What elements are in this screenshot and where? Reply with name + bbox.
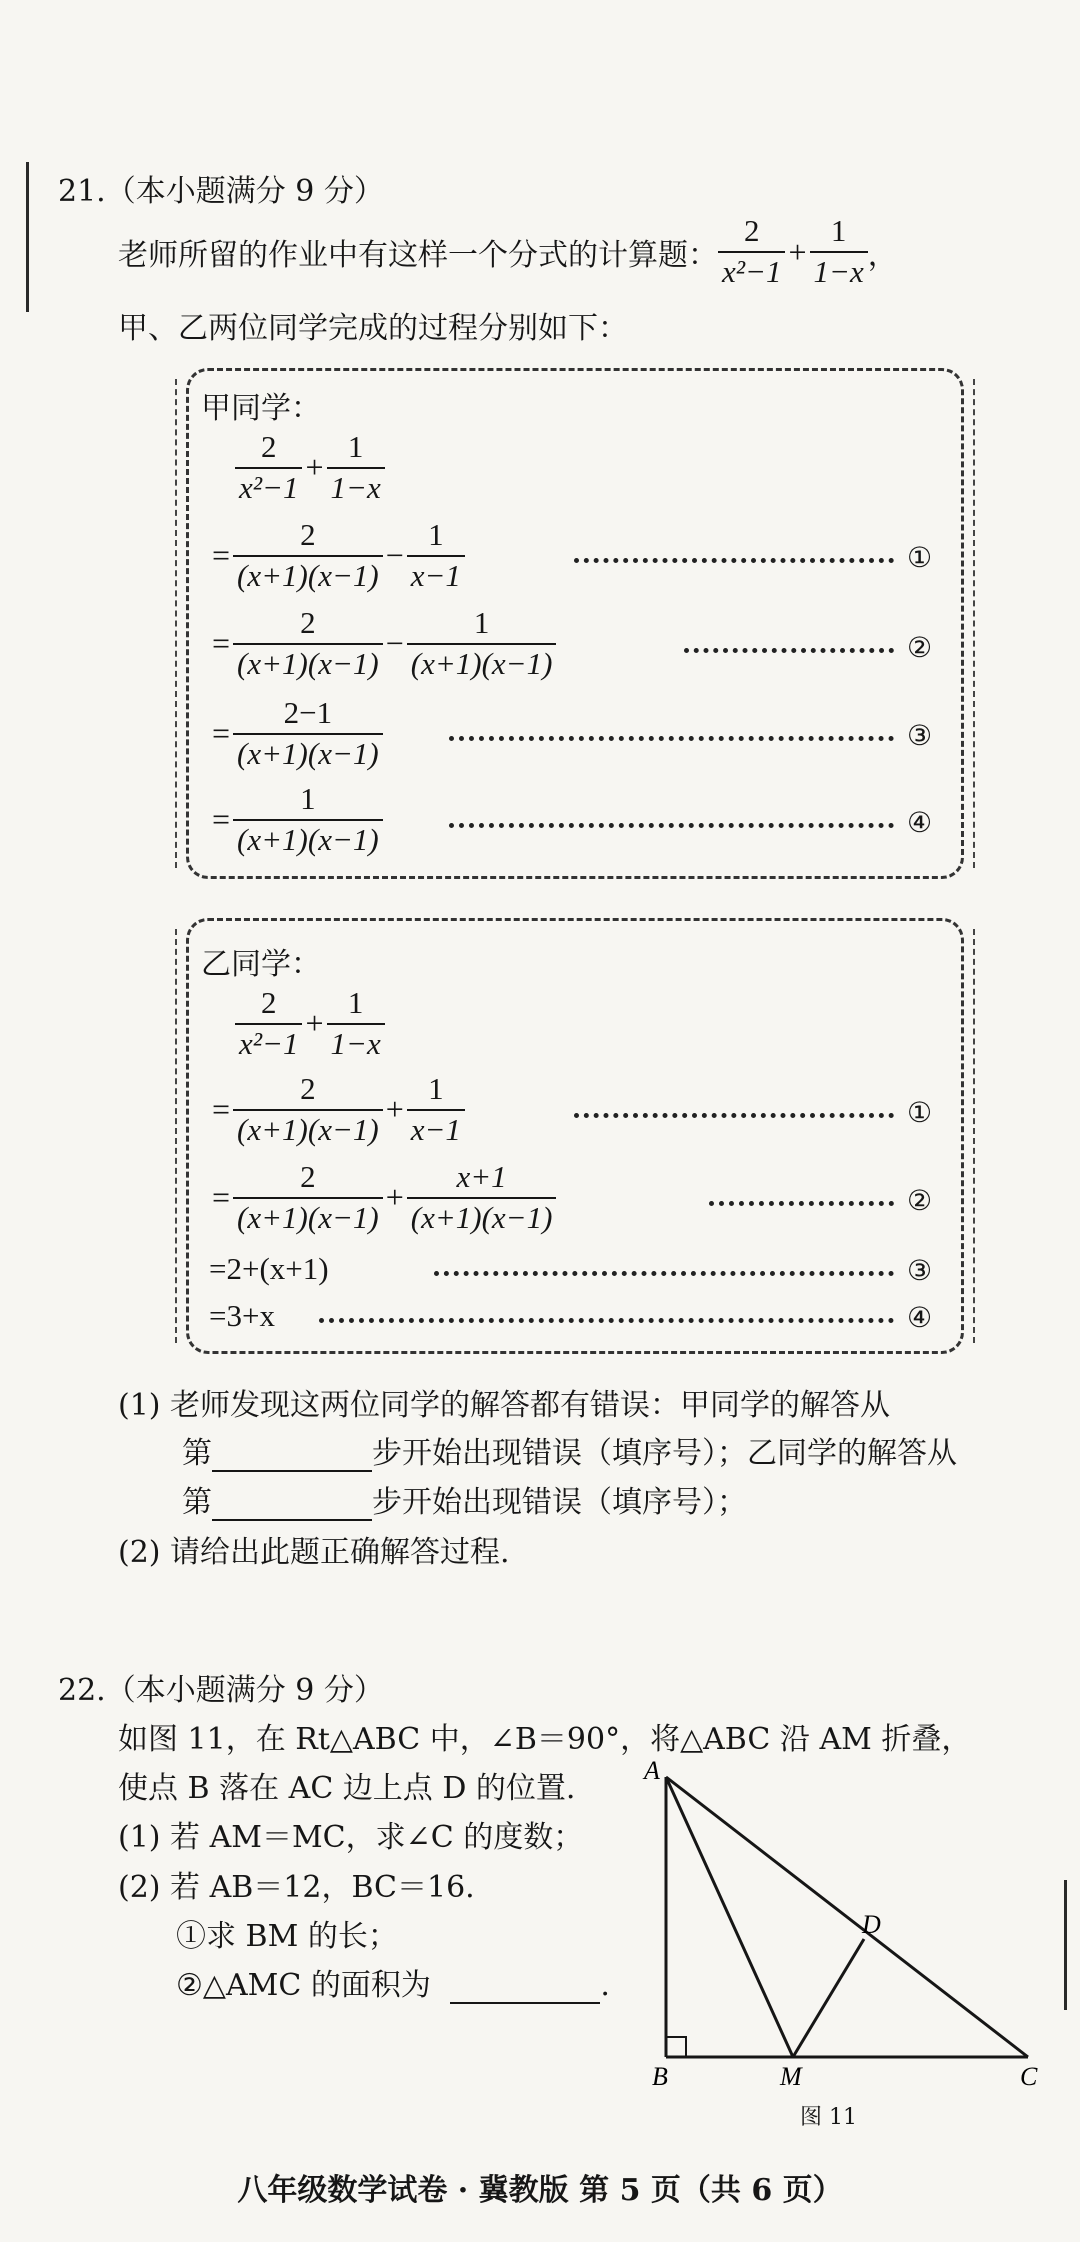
jia-solution-box [186, 368, 964, 879]
label-C: C [1020, 2062, 1038, 2091]
q21-header: 21.（本小题满分 9 分） [58, 174, 384, 209]
left-margin-line [26, 162, 29, 312]
jia-mark-4: ④ [907, 806, 933, 839]
answer-blank-jia[interactable] [212, 1434, 372, 1472]
yi-mark-4: ④ [907, 1301, 933, 1334]
yi-step3: =2+(x+1) [209, 1251, 329, 1286]
yi-mark-2: ② [907, 1184, 933, 1217]
answer-blank-yi[interactable] [212, 1483, 372, 1521]
jia-dots-1 [574, 558, 894, 563]
yi-mark-1: ① [907, 1096, 933, 1129]
label-D: D [862, 1910, 881, 1939]
q21-intro-line1: 老师所留的作业中有这样一个分式的计算题： $\frac{2}{\text{x²−1}}$ + $\frac{1}{1-x}$ ， [118, 213, 898, 289]
jia-step0: $\frac{2}{\text{x²−1}}$ + $\frac{1}{1-x}$ [235, 431, 385, 504]
jia-step3: = $\frac{2-1}{(x+1)(x-1)}$ [209, 697, 383, 770]
jia-step1: = $\frac{2}{(x+1)(x-1)}$ − $\frac{1}{x-1}$ [209, 519, 465, 592]
jia-dots-4 [449, 823, 894, 828]
jia-step4: = $\frac{1}{(x+1)(x-1)}$ [209, 783, 383, 856]
triangle-diagram [640, 1756, 1060, 2091]
yi-dots-4 [319, 1318, 894, 1323]
yi-mark-3: ③ [907, 1254, 933, 1287]
yi-dots-1 [574, 1113, 894, 1118]
q21-part1-line1: (1) 老师发现这两位同学的解答都有错误：甲同学的解答从 [118, 1388, 891, 1423]
q22-line4: (2) 若 AB＝12，BC＝16. [118, 1870, 475, 1905]
right-margin-line [1064, 1880, 1067, 2010]
q21-expression: $\frac{2}{\text{x²−1}}$ + $\frac{1}{1-x}$ [718, 215, 868, 288]
jia-mark-1: ① [907, 541, 933, 574]
q22-line3: (1) 若 AM＝MC，求∠C 的度数； [118, 1820, 584, 1855]
page-footer: 八年级数学试卷 · 冀教版 第 5 页（共 6 页） [237, 2173, 843, 2208]
yi-step4: =3+x [209, 1298, 275, 1333]
q21-intro-line2: 甲、乙两位同学完成的过程分别如下： [118, 311, 628, 346]
label-M: M [780, 2062, 802, 2091]
q21-part1-line3: 第 步开始出现错误（填序号）； [182, 1485, 747, 1520]
jia-mark-2: ② [907, 631, 933, 664]
yi-step0: $\frac{2}{\text{x²−1}}$ + $\frac{1}{1-x}$ [235, 987, 385, 1060]
segment-AC [666, 1777, 1028, 2057]
q21-intro-text: 老师所留的作业中有这样一个分式的计算题： [118, 238, 718, 273]
figure-caption: 图 11 [800, 2105, 857, 2130]
segment-MD [793, 1939, 864, 2057]
yi-step1: = $\frac{2}{(x+1)(x-1)}$ + $\frac{1}{x-1}$ [209, 1073, 465, 1146]
answer-blank-area[interactable] [450, 1966, 600, 2004]
jia-step2: = $\frac{2}{(x+1)(x-1)}$ − $\frac{1}{(x+1)(x-1)}$ [209, 607, 556, 680]
q22-line5: ①求 BM 的长； [176, 1919, 398, 1954]
q22-header: 22.（本小题满分 9 分） [58, 1673, 384, 1708]
segment-AM [666, 1777, 793, 2057]
jia-dots-3 [449, 736, 894, 741]
right-angle-mark [666, 2037, 686, 2057]
label-A: A [644, 1756, 660, 1785]
yi-step2: = $\frac{2}{(x+1)(x-1)}$ + $\frac{x+1}{(x+1)(x-1)}$ [209, 1161, 556, 1234]
q22-line2: 使点 B 落在 AC 边上点 D 的位置. [118, 1771, 576, 1806]
q21-part1-line2: 第 步开始出现错误（填序号）；乙同学的解答从 [182, 1436, 957, 1471]
q21-part2: (2) 请给出此题正确解答过程. [118, 1535, 510, 1570]
label-B: B [652, 2062, 668, 2091]
yi-dots-2 [709, 1201, 894, 1206]
figure-11 [640, 1756, 1060, 2091]
q22-line1: 如图 11，在 Rt△ABC 中，∠B＝90°，将△ABC 沿 AM 折叠， [118, 1722, 972, 1757]
yi-solution-box [186, 918, 964, 1354]
jia-title: 甲同学： [201, 391, 321, 426]
jia-mark-3: ③ [907, 719, 933, 752]
jia-dots-2 [684, 648, 894, 653]
yi-title: 乙同学： [201, 947, 321, 982]
q22-line6: ②△AMC 的面积为 . [176, 1968, 610, 2003]
yi-dots-3 [434, 1271, 894, 1276]
